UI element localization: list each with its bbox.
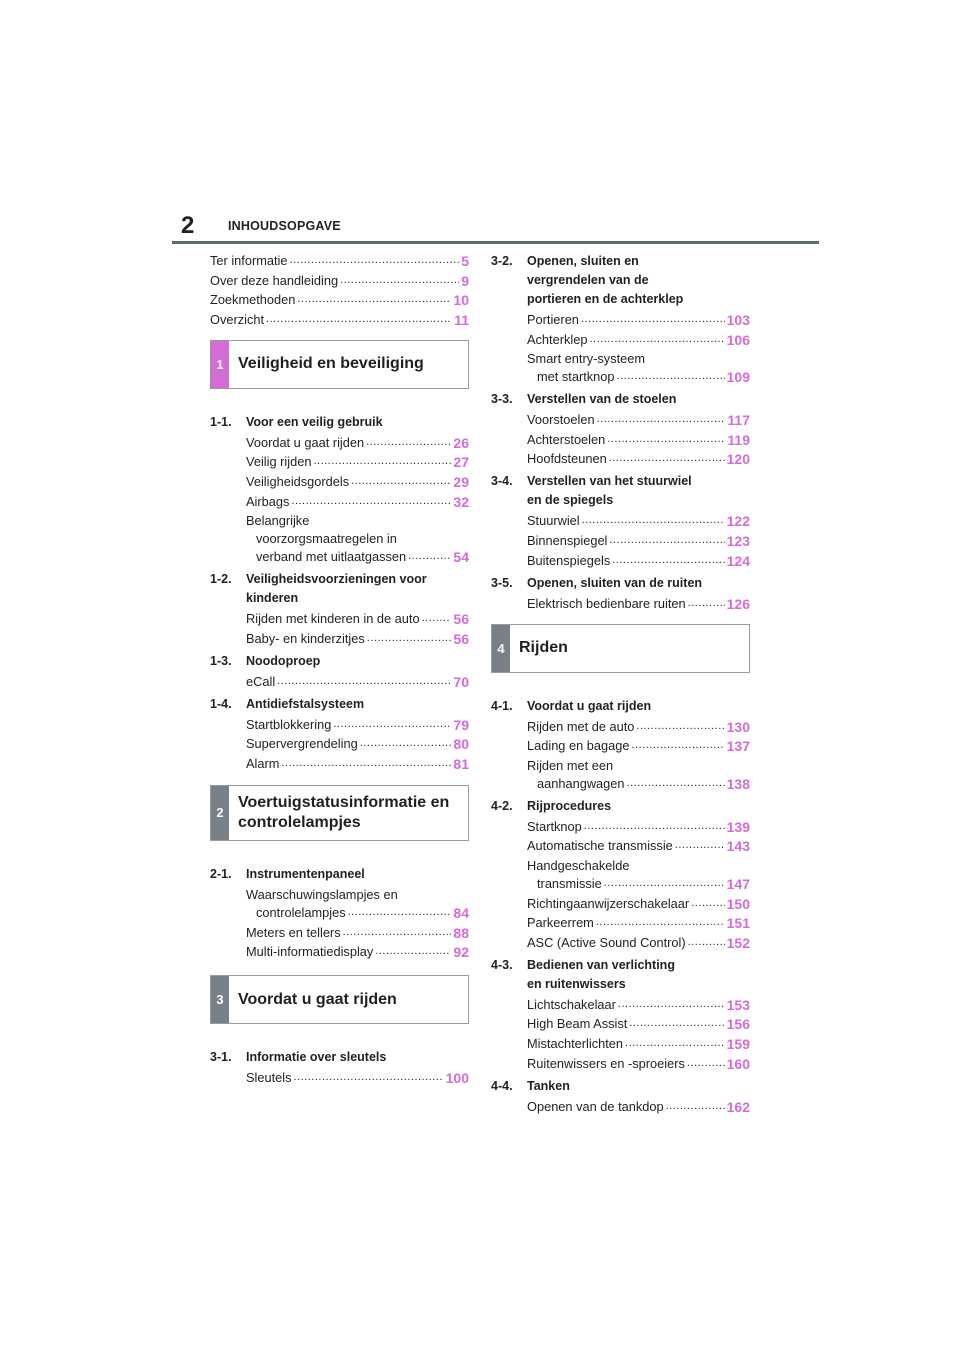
chapter-4-title: Rijden (519, 639, 568, 657)
page-link[interactable]: 92 (453, 944, 469, 961)
leader-dots (333, 715, 451, 733)
page-link[interactable]: 11 (454, 311, 469, 328)
leader-dots (375, 942, 451, 960)
page-link[interactable]: 80 (453, 736, 469, 753)
toc-left-column (210, 252, 469, 1089)
page-link[interactable]: 122 (726, 513, 750, 530)
section-title (527, 472, 750, 510)
section-title: Rijprocedures (527, 798, 612, 813)
toc-right-column (491, 252, 750, 1117)
section-heading (210, 695, 469, 714)
chapter-3-tab: 3 (211, 976, 229, 1023)
page-link[interactable]: 27 (453, 454, 469, 471)
toc-entry[interactable] (491, 837, 750, 855)
entry-title: Openen van de tankdop (527, 1098, 664, 1114)
leader-dots (360, 734, 452, 752)
leader-dots (618, 995, 725, 1013)
section-title: Instrumentenpaneel (246, 866, 365, 881)
entry-title: Lichtschakelaar (527, 996, 616, 1012)
leader-dots (297, 290, 451, 308)
entry-title: Baby- en kinderzitjes (246, 630, 365, 646)
toc-entry[interactable] (210, 453, 469, 471)
page-link[interactable]: 81 (453, 755, 469, 772)
section-1-2-list (210, 610, 469, 648)
chapter-2-banner[interactable] (210, 785, 469, 841)
section-1-3-list (210, 673, 469, 691)
chapter-1-tab: 1 (211, 341, 229, 388)
leader-dots (589, 330, 724, 348)
page-link[interactable]: 151 (726, 915, 750, 932)
entry-title: Startblokkering (246, 716, 332, 732)
section-number: 1-4. (210, 696, 232, 711)
leader-dots (596, 913, 725, 931)
toc-entry[interactable] (491, 331, 750, 349)
toc-entry[interactable] (210, 252, 469, 270)
leader-dots (607, 430, 725, 448)
section-title-line: en de spiegels (527, 493, 614, 508)
section-4-2-list-a (491, 818, 750, 856)
page-title: INHOUDSOPGAVE (228, 219, 341, 233)
toc-entry[interactable] (491, 737, 750, 755)
toc-entry[interactable] (491, 895, 750, 913)
header-divider (172, 241, 819, 244)
leader-dots (266, 310, 452, 328)
section-title-line: Bedienen van verlichting (527, 957, 675, 972)
section-3-1-list (210, 1069, 469, 1087)
toc-entry[interactable] (491, 757, 750, 793)
entry-title-line: Waarschuwingslampjes en (246, 886, 398, 902)
toc-entry[interactable] (491, 450, 750, 468)
entry-title: Achterklep (527, 331, 588, 347)
page-link[interactable]: 5 (461, 253, 469, 269)
entry-title: Ter informatie (210, 253, 288, 268)
entry-title: Overzicht (210, 311, 265, 327)
section-title-line: Verstellen van het stuurwiel (527, 474, 692, 489)
section-title-line: kinderen (246, 591, 299, 606)
toc-entry[interactable] (210, 493, 469, 511)
page-link[interactable]: 84 (453, 904, 469, 921)
entry-title: Zoekmethoden (210, 292, 296, 308)
toc-entry[interactable] (491, 552, 750, 570)
toc-entry[interactable] (491, 914, 750, 932)
section-title-line: en ruitenwissers (527, 976, 626, 991)
entry-title-line: Smart entry-systeem (527, 351, 646, 367)
leader-dots (636, 717, 724, 735)
leader-dots (675, 836, 725, 854)
toc-entry[interactable] (210, 272, 469, 290)
page-link[interactable]: 54 (453, 549, 469, 566)
toc-entry[interactable] (491, 595, 750, 613)
entry-title: Alarm (246, 755, 280, 771)
entry-title-line: aanhangwagen (537, 775, 625, 791)
page-link[interactable]: 124 (726, 552, 750, 569)
page-link[interactable]: 117 (727, 412, 750, 429)
page-link[interactable]: 143 (726, 838, 750, 855)
leader-dots (688, 933, 725, 951)
entry-title: Voordat u gaat rijden (246, 434, 365, 450)
toc-entry[interactable] (491, 311, 750, 329)
leader-dots (582, 511, 725, 529)
section-number: 2-1. (210, 866, 232, 881)
entry-title-line: controlelampjes (256, 904, 346, 920)
leader-dots (422, 609, 452, 627)
entry-title: Startknop (527, 818, 582, 834)
section-number: 4-3. (491, 957, 513, 972)
toc-entry[interactable] (210, 886, 469, 922)
page-link[interactable]: 70 (453, 673, 469, 690)
section-2-1-list (210, 924, 469, 962)
section-number: 4-1. (491, 698, 513, 713)
entry-title-line: verband met uitlaatgassen (256, 549, 407, 565)
toc-entry[interactable] (491, 1015, 750, 1033)
chapter-4-tab: 4 (492, 625, 510, 672)
page-link[interactable]: 9 (461, 272, 469, 289)
chapter-2-tab: 2 (211, 786, 229, 840)
toc-entry[interactable] (210, 943, 469, 961)
section-number: 3-4. (491, 474, 513, 489)
section-title: Voordat u gaat rijden (527, 698, 652, 713)
page-link[interactable]: 147 (726, 875, 750, 892)
section-number: 3-3. (491, 392, 513, 407)
section-title: Openen, sluiten van de ruiten (527, 575, 703, 590)
entry-title: Richtingaanwijzerschakelaar (527, 895, 690, 911)
section-heading (210, 570, 469, 608)
leader-dots (366, 433, 451, 451)
section-4-3-list (491, 996, 750, 1073)
page-link[interactable]: 32 (453, 493, 469, 510)
section-number: 3-1. (210, 1050, 232, 1065)
toc-entry[interactable] (491, 1035, 750, 1053)
chapter-4-banner[interactable] (491, 624, 750, 673)
leader-dots (629, 1014, 724, 1032)
section-number: 1-3. (210, 653, 232, 668)
section-heading (491, 574, 750, 593)
section-title: Antidiefstalsysteem (246, 696, 365, 711)
section-3-2-list (491, 311, 750, 349)
leader-dots (691, 894, 724, 912)
entry-title: ASC (Active Sound Control) (527, 934, 686, 950)
entry-title: Rijden met de auto (527, 718, 635, 734)
chapter-2-title: Voertuigstatusinformatie en controlelampjes (238, 793, 450, 831)
section-heading (491, 1077, 750, 1096)
section-number: 3-5. (491, 575, 513, 590)
leader-dots (687, 1054, 725, 1072)
leader-dots (584, 817, 725, 835)
section-title (527, 252, 750, 309)
entry-title: Buitenspiegels (527, 552, 611, 568)
section-heading (491, 472, 750, 510)
page-link[interactable]: 126 (726, 595, 750, 612)
leader-dots (408, 547, 451, 565)
section-heading (491, 390, 750, 409)
leader-dots (688, 594, 725, 612)
page-link[interactable]: 119 (727, 431, 750, 448)
leader-dots (609, 449, 725, 467)
toc-entry[interactable] (210, 716, 469, 734)
section-heading (491, 797, 750, 816)
section-title: Noodoproep (246, 653, 321, 668)
page-link[interactable]: 139 (726, 818, 750, 835)
leader-dots (294, 1068, 444, 1086)
entry-title-line: Belangrijke (246, 513, 310, 529)
entry-title: Hoofdsteunen (527, 451, 607, 467)
entry-title-line: voorzorgsmaatregelen in (256, 531, 397, 547)
entry-title: Veilig rijden (246, 454, 312, 470)
page-link[interactable]: 10 (453, 292, 469, 309)
section-4-1-list (491, 718, 750, 756)
leader-dots (604, 874, 725, 892)
leader-dots (625, 1034, 725, 1052)
toc-entry[interactable] (210, 311, 469, 329)
toc-entry[interactable] (491, 512, 750, 530)
leader-dots (666, 1097, 725, 1115)
page-link[interactable]: 100 (445, 1070, 469, 1087)
entry-title: Airbags (246, 493, 290, 509)
leader-dots (340, 271, 459, 289)
section-3-5-list (491, 595, 750, 613)
entry-title: Portieren (527, 312, 579, 327)
toc-entry[interactable] (491, 1098, 750, 1116)
toc-entry[interactable] (491, 431, 750, 449)
entry-title-line: transmissie (537, 875, 602, 891)
toc-entry[interactable] (210, 291, 469, 309)
section-number: 1-1. (210, 414, 232, 429)
page-link[interactable]: 159 (726, 1035, 750, 1052)
entry-title: Automatische transmissie (527, 838, 673, 854)
leader-dots (291, 492, 451, 510)
page-link[interactable]: 160 (726, 1055, 750, 1072)
page-link[interactable]: 150 (726, 895, 750, 912)
entry-title: Achterstoelen (527, 431, 606, 447)
toc-entry[interactable] (491, 532, 750, 550)
leader-dots (609, 531, 724, 549)
leader-dots (277, 672, 451, 690)
leader-dots (581, 310, 725, 328)
entry-title: Meters en tellers (246, 924, 341, 940)
section-number: 1-2. (210, 572, 232, 587)
toc-entry[interactable] (210, 735, 469, 753)
toc-entry[interactable] (210, 473, 469, 491)
toc-entry[interactable] (210, 673, 469, 691)
section-title-line: Veiligheidsvoorzieningen voor (246, 572, 427, 587)
leader-dots (348, 903, 452, 921)
page-link[interactable]: 26 (453, 434, 469, 451)
section-title: Tanken (527, 1078, 570, 1093)
toc-entry[interactable] (210, 1069, 469, 1087)
page-link[interactable]: 56 (453, 630, 469, 647)
leader-dots (281, 754, 451, 772)
toc-entry[interactable] (210, 512, 469, 566)
entry-title: Veiligheidsgordels (246, 473, 350, 489)
leader-dots (612, 551, 724, 569)
page-link[interactable]: 138 (726, 775, 750, 792)
section-heading (491, 697, 750, 716)
leader-dots (343, 923, 452, 941)
section-3-3-list (491, 411, 750, 468)
entry-title: Over deze handleiding (210, 272, 339, 288)
entry-title: Ruitenwissers en -sproeiers (527, 1055, 685, 1071)
page-link[interactable]: 162 (726, 1098, 750, 1115)
section-title-line: vergrendelen van de (527, 273, 649, 287)
entry-title: Stuurwiel (527, 513, 580, 529)
leader-dots (597, 410, 726, 428)
section-1-4-list (210, 716, 469, 773)
page-link[interactable]: 123 (726, 532, 750, 549)
entry-title: Binnenspiegel (527, 532, 608, 548)
page-link[interactable]: 153 (726, 996, 750, 1013)
leader-dots (290, 251, 460, 269)
entry-title: Supervergrendeling (246, 736, 358, 752)
toc-entry[interactable] (210, 630, 469, 648)
entry-title: Multi-informatiedisplay (246, 944, 374, 960)
section-4-4-list (491, 1098, 750, 1116)
toc-entry[interactable] (491, 718, 750, 736)
section-title: Verstellen van de stoelen (527, 392, 677, 407)
section-title: Informatie over sleutels (246, 1050, 387, 1065)
chapter-3-title: Voordat u gaat rijden (238, 990, 397, 1008)
section-heading (210, 1048, 469, 1067)
section-number: 4-2. (491, 798, 513, 813)
toc-entry[interactable] (210, 924, 469, 942)
chapter-1-banner[interactable] (210, 340, 469, 389)
page-link[interactable]: 29 (453, 473, 469, 490)
toc-entry[interactable] (210, 755, 469, 773)
toc-entry[interactable] (491, 996, 750, 1014)
chapter-3-banner[interactable] (210, 975, 469, 1024)
leader-dots (617, 367, 725, 385)
section-4-2-list-b (491, 895, 750, 952)
entry-title: Lading en bagage (527, 738, 630, 754)
toc-entry[interactable] (491, 818, 750, 836)
toc-entry[interactable] (210, 610, 469, 628)
entry-title: Elektrisch bedienbare ruiten (527, 595, 686, 611)
section-title-line: portieren en de achterklep (527, 292, 684, 306)
toc-entry[interactable] (491, 857, 750, 893)
entry-title: High Beam Assist (527, 1016, 628, 1032)
toc-entry[interactable] (491, 934, 750, 952)
entry-title-line: met startknop (537, 369, 615, 385)
page-link[interactable]: 79 (453, 716, 469, 733)
section-heading (210, 865, 469, 884)
section-title: Voor een veilig gebruik (246, 414, 383, 429)
leader-dots (631, 736, 724, 754)
chapter-1-title: Veiligheid en beveiliging (238, 355, 424, 373)
leader-dots (627, 774, 725, 792)
entry-title: Rijden met kinderen in de auto (246, 611, 420, 627)
toc-entry[interactable] (491, 411, 750, 429)
page-link[interactable]: 120 (726, 451, 750, 468)
page-link[interactable]: 130 (726, 718, 750, 735)
entry-title: Parkeerrem (527, 915, 594, 931)
section-3-4-list (491, 512, 750, 569)
section-heading (491, 252, 750, 309)
toc-entry[interactable] (491, 1055, 750, 1073)
leader-dots (313, 452, 451, 470)
entry-title: Sleutels (246, 1070, 292, 1086)
section-heading (210, 652, 469, 671)
page-link[interactable]: 103 (726, 312, 750, 328)
toc-entry[interactable] (210, 434, 469, 452)
page-link[interactable]: 88 (453, 924, 469, 941)
section-1-1-list (210, 434, 469, 511)
page-link[interactable]: 56 (453, 611, 469, 628)
section-number: 4-4. (491, 1078, 513, 1093)
entry-title: Voorstoelen (527, 412, 595, 428)
page-link[interactable]: 109 (726, 369, 750, 386)
page-number: 2 (181, 212, 195, 239)
entry-title: Mistachterlichten (527, 1035, 624, 1051)
entry-title-line: Handgeschakelde (527, 857, 630, 873)
entry-title-line: Rijden met een (527, 757, 614, 773)
page-link[interactable]: 156 (726, 1016, 750, 1033)
page-link[interactable]: 152 (726, 934, 750, 951)
section-number: 3-2. (491, 254, 513, 268)
section-heading (210, 413, 469, 432)
leader-dots (367, 629, 452, 647)
section-title (246, 570, 469, 608)
page-link[interactable]: 137 (726, 738, 750, 755)
section-heading (491, 956, 750, 994)
entry-title: eCall (246, 673, 276, 689)
section-title-line: Openen, sluiten en (527, 254, 639, 268)
section-title (527, 956, 750, 994)
toc-entry[interactable] (491, 350, 750, 386)
page-link[interactable]: 106 (726, 331, 750, 348)
intro-list (210, 252, 469, 329)
leader-dots (351, 472, 451, 490)
